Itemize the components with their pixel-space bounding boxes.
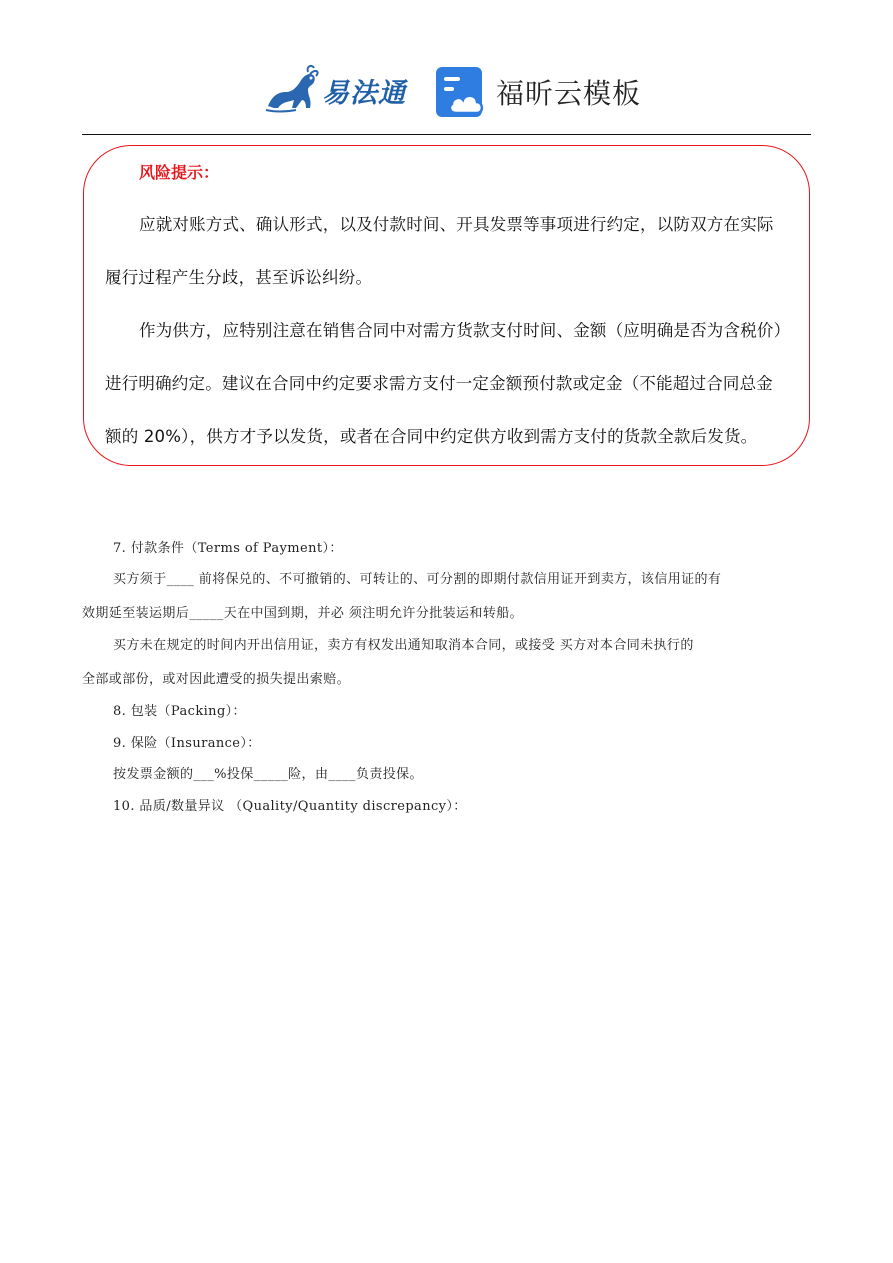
clause-heading-quality: 10. 品质/数量异议 （Quality/Quantity discrepancy）： xyxy=(113,799,467,814)
clause-text: 全部或部份，或对因此遭受的损失提出索赔。 xyxy=(82,672,351,687)
yifatong-brand-text: 易法通 xyxy=(322,77,406,109)
header-divider xyxy=(82,134,811,135)
fuxin-logo xyxy=(436,66,641,118)
clause-text: 效期延至装运期后_____天在中国到期，并必 须注明允许分批装运和转船。 xyxy=(82,606,524,621)
risk-notice-line: 作为供方，应特别注意在销售合同中对需方货款支付时间、金额（应明确是否为含税价） xyxy=(139,321,791,340)
risk-notice-line: 履行过程产生分歧，甚至诉讼纠纷。 xyxy=(105,268,373,287)
risk-notice-line: 进行明确约定。建议在合同中约定要求需方支付一定金额预付款或定金（不能超过合同总金 xyxy=(105,374,773,393)
clause-text: 买方未在规定的时间内开出信用证，卖方有权发出通知取消本合同，或接受 买方对本合同未执行的 xyxy=(113,638,694,653)
clause-heading-payment: 7. 付款条件（Terms of Payment）： xyxy=(113,541,343,556)
qilin-icon xyxy=(262,62,320,118)
page-header xyxy=(0,0,893,136)
clause-text: 按发票金额的___%投保_____险，由____负责投保。 xyxy=(113,767,423,782)
risk-notice-title: 风险提示： xyxy=(139,163,220,182)
risk-notice-line: 应就对账方式、确认形式，以及付款时间、开具发票等事项进行约定，以防双方在实际 xyxy=(139,215,774,234)
fuxin-brand-text: 福昕云模板 xyxy=(496,77,642,110)
clause-text: 买方须于____ 前将保兑的、不可撤销的、可转让的、可分割的即期付款信用证开到卖方，该信用证的有 xyxy=(113,572,722,587)
risk-notice-box xyxy=(83,145,810,466)
clause-heading-insurance: 9. 保险（Insurance）： xyxy=(113,736,261,751)
cloud-document-icon xyxy=(436,67,486,117)
risk-notice-line: 额的 20%），供方才予以发货，或者在合同中约定供方收到需方支付的货款全款后发货。 xyxy=(105,427,758,446)
yifatong-logo xyxy=(262,62,422,118)
clause-heading-packing: 8. 包装（Packing）： xyxy=(113,704,246,719)
